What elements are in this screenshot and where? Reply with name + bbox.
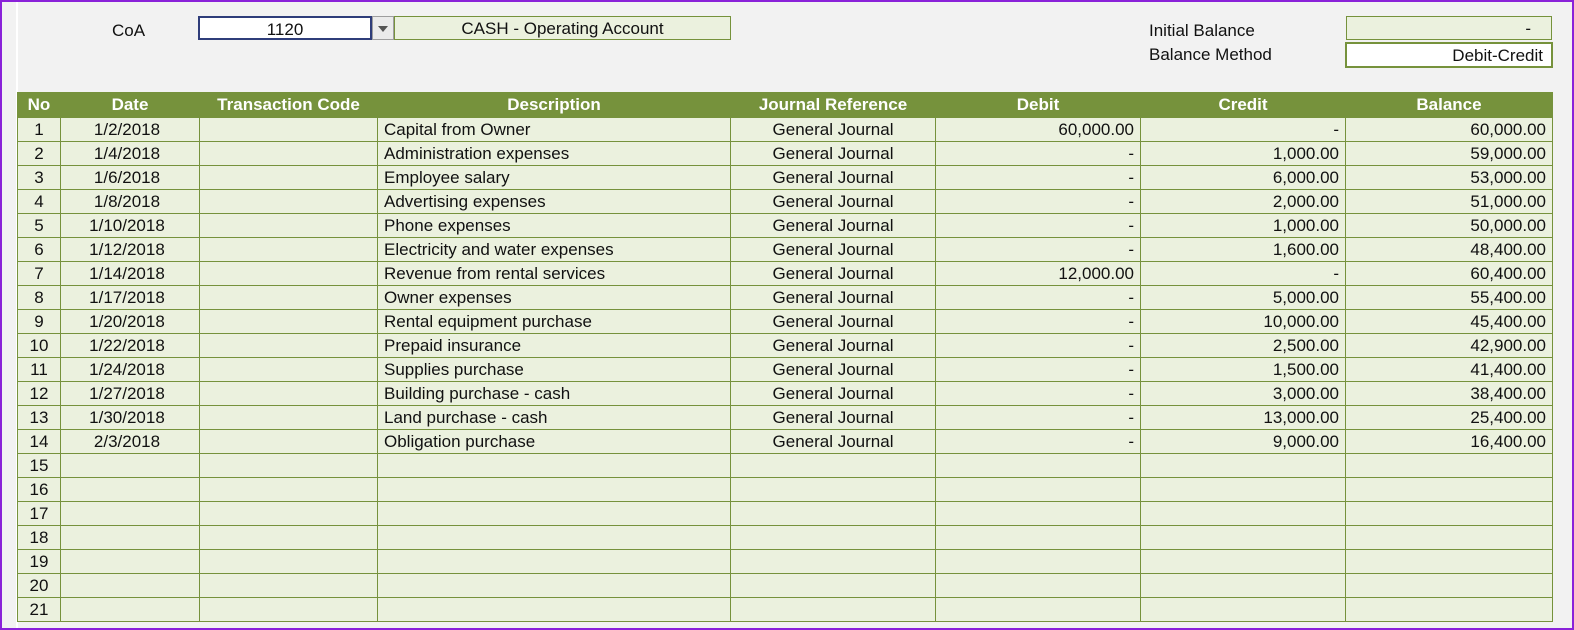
- cell-debit[interactable]: [936, 550, 1141, 574]
- table-row: [18, 118, 1553, 142]
- cell-transaction-code[interactable]: [200, 262, 378, 286]
- cell-balance[interactable]: 60,000.00: [1346, 118, 1553, 142]
- cell-credit[interactable]: [1141, 550, 1346, 574]
- cell-balance[interactable]: 55,400.00: [1346, 286, 1553, 310]
- cell-credit[interactable]: -: [1141, 118, 1346, 142]
- cell-debit[interactable]: -: [936, 286, 1141, 310]
- table-row: [18, 454, 1553, 478]
- cell-transaction-code[interactable]: [200, 214, 378, 238]
- cell-description[interactable]: [378, 598, 731, 622]
- cell-date[interactable]: 1/20/2018: [61, 310, 200, 334]
- cell-balance[interactable]: 48,400.00: [1346, 238, 1553, 262]
- cell-journal-reference[interactable]: General Journal: [731, 382, 936, 406]
- chevron-down-icon: [378, 26, 388, 32]
- cell-balance[interactable]: [1346, 598, 1553, 622]
- cell-debit[interactable]: [936, 598, 1141, 622]
- col-header-transaction-code: Transaction Code: [200, 92, 378, 118]
- cell-credit[interactable]: 9,000.00: [1141, 430, 1346, 454]
- cell-journal-reference[interactable]: [731, 526, 936, 550]
- cell-transaction-code[interactable]: [200, 190, 378, 214]
- cell-debit[interactable]: -: [936, 214, 1141, 238]
- coa-label: CoA: [112, 21, 146, 40]
- cell-balance[interactable]: 25,400.00: [1346, 406, 1553, 430]
- cell-credit[interactable]: 2,000.00: [1141, 190, 1346, 214]
- coa-dropdown-button[interactable]: [372, 16, 394, 40]
- table-row: [18, 286, 1553, 310]
- cell-transaction-code[interactable]: [200, 526, 378, 550]
- cell-journal-reference[interactable]: General Journal: [731, 118, 936, 142]
- cell-date[interactable]: [61, 526, 200, 550]
- cell-date[interactable]: [61, 598, 200, 622]
- cell-balance[interactable]: 60,400.00: [1346, 262, 1553, 286]
- cell-date[interactable]: 1/2/2018: [61, 118, 200, 142]
- table-row: [18, 142, 1553, 166]
- initial-balance-value[interactable]: -: [1346, 16, 1552, 40]
- table-row: [18, 238, 1553, 262]
- cell-journal-reference[interactable]: General Journal: [731, 406, 936, 430]
- cell-no[interactable]: 5: [18, 214, 61, 238]
- cell-transaction-code[interactable]: [200, 286, 378, 310]
- table-row: [18, 190, 1553, 214]
- cell-debit[interactable]: [936, 574, 1141, 598]
- cell-no[interactable]: 19: [18, 550, 61, 574]
- initial-balance-label: Initial Balance: [1149, 21, 1255, 40]
- cell-debit[interactable]: -: [936, 406, 1141, 430]
- cell-no[interactable]: 7: [18, 262, 61, 286]
- cell-journal-reference[interactable]: General Journal: [731, 214, 936, 238]
- cell-description[interactable]: [378, 502, 731, 526]
- table-row: [18, 262, 1553, 286]
- cell-debit[interactable]: -: [936, 190, 1141, 214]
- cell-description[interactable]: Electricity and water expenses: [378, 238, 731, 262]
- cell-date[interactable]: 1/10/2018: [61, 214, 200, 238]
- table-row: [18, 382, 1553, 406]
- cell-transaction-code[interactable]: [200, 334, 378, 358]
- cell-description[interactable]: Building purchase - cash: [378, 382, 731, 406]
- cell-no[interactable]: 21: [18, 598, 61, 622]
- cell-journal-reference[interactable]: General Journal: [731, 310, 936, 334]
- table-row: [18, 526, 1553, 550]
- cell-date[interactable]: 1/27/2018: [61, 382, 200, 406]
- cell-description[interactable]: Owner expenses: [378, 286, 731, 310]
- cell-debit[interactable]: -: [936, 238, 1141, 262]
- table-row: [18, 502, 1553, 526]
- cell-date[interactable]: [61, 550, 200, 574]
- table-header-row: [18, 92, 1553, 118]
- cell-credit[interactable]: 1,500.00: [1141, 358, 1346, 382]
- cell-credit[interactable]: 2,500.00: [1141, 334, 1346, 358]
- cell-journal-reference[interactable]: General Journal: [731, 286, 936, 310]
- cell-journal-reference[interactable]: General Journal: [731, 430, 936, 454]
- cell-no[interactable]: 15: [18, 454, 61, 478]
- cell-balance[interactable]: 51,000.00: [1346, 190, 1553, 214]
- cell-balance[interactable]: [1346, 550, 1553, 574]
- cell-description[interactable]: Phone expenses: [378, 214, 731, 238]
- cell-no[interactable]: 2: [18, 142, 61, 166]
- cell-date[interactable]: 1/24/2018: [61, 358, 200, 382]
- cell-balance[interactable]: 45,400.00: [1346, 310, 1553, 334]
- cell-journal-reference[interactable]: General Journal: [731, 238, 936, 262]
- cell-description[interactable]: [378, 526, 731, 550]
- cell-no[interactable]: 20: [18, 574, 61, 598]
- cell-no[interactable]: 17: [18, 502, 61, 526]
- cell-date[interactable]: 1/22/2018: [61, 334, 200, 358]
- cell-description[interactable]: Land purchase - cash: [378, 406, 731, 430]
- cell-date[interactable]: 1/17/2018: [61, 286, 200, 310]
- cell-balance[interactable]: [1346, 502, 1553, 526]
- cell-debit[interactable]: -: [936, 142, 1141, 166]
- cell-no[interactable]: 4: [18, 190, 61, 214]
- table-row: [18, 574, 1553, 598]
- col-header-journal-reference: Journal Reference: [731, 92, 936, 118]
- cell-transaction-code[interactable]: [200, 142, 378, 166]
- table-row: [18, 166, 1553, 190]
- cell-transaction-code[interactable]: [200, 382, 378, 406]
- cell-debit[interactable]: -: [936, 382, 1141, 406]
- cell-date[interactable]: [61, 502, 200, 526]
- cell-debit[interactable]: [936, 478, 1141, 502]
- cell-journal-reference[interactable]: [731, 574, 936, 598]
- cell-transaction-code[interactable]: [200, 310, 378, 334]
- cell-balance[interactable]: 38,400.00: [1346, 382, 1553, 406]
- cell-description[interactable]: Capital from Owner: [378, 118, 731, 142]
- cell-no[interactable]: 9: [18, 310, 61, 334]
- cell-balance[interactable]: [1346, 526, 1553, 550]
- cell-no[interactable]: 18: [18, 526, 61, 550]
- cell-journal-reference[interactable]: [731, 478, 936, 502]
- cell-description[interactable]: Employee salary: [378, 166, 731, 190]
- cell-credit[interactable]: 5,000.00: [1141, 286, 1346, 310]
- col-header-credit: Credit: [1141, 92, 1346, 118]
- cell-credit[interactable]: [1141, 526, 1346, 550]
- cell-credit[interactable]: 1,000.00: [1141, 214, 1346, 238]
- cell-transaction-code[interactable]: [200, 454, 378, 478]
- cell-balance[interactable]: [1346, 454, 1553, 478]
- cell-description[interactable]: [378, 478, 731, 502]
- cell-credit[interactable]: 13,000.00: [1141, 406, 1346, 430]
- cell-description[interactable]: Advertising expenses: [378, 190, 731, 214]
- cell-journal-reference[interactable]: General Journal: [731, 262, 936, 286]
- cell-date[interactable]: [61, 574, 200, 598]
- cell-transaction-code[interactable]: [200, 598, 378, 622]
- cell-balance[interactable]: 42,900.00: [1346, 334, 1553, 358]
- cell-debit[interactable]: 60,000.00: [936, 118, 1141, 142]
- cell-date[interactable]: 1/8/2018: [61, 190, 200, 214]
- cell-credit[interactable]: -: [1141, 262, 1346, 286]
- col-header-debit: Debit: [936, 92, 1141, 118]
- cell-transaction-code[interactable]: [200, 502, 378, 526]
- cell-debit[interactable]: [936, 526, 1141, 550]
- ledger-table: [17, 92, 1553, 622]
- cell-date[interactable]: 1/6/2018: [61, 166, 200, 190]
- cell-journal-reference[interactable]: General Journal: [731, 190, 936, 214]
- cell-credit[interactable]: [1141, 454, 1346, 478]
- cell-date[interactable]: 1/30/2018: [61, 406, 200, 430]
- cell-journal-reference[interactable]: General Journal: [731, 334, 936, 358]
- cell-credit[interactable]: 1,000.00: [1141, 142, 1346, 166]
- cell-transaction-code[interactable]: [200, 478, 378, 502]
- col-header-description: Description: [378, 92, 731, 118]
- table-row: [18, 310, 1553, 334]
- cell-no[interactable]: 3: [18, 166, 61, 190]
- cell-date[interactable]: [61, 454, 200, 478]
- col-header-date: Date: [61, 92, 200, 118]
- cell-transaction-code[interactable]: [200, 238, 378, 262]
- cell-credit[interactable]: 10,000.00: [1141, 310, 1346, 334]
- coa-input[interactable]: 1120: [198, 16, 372, 40]
- cell-date[interactable]: 1/14/2018: [61, 262, 200, 286]
- coa-account-name: CASH - Operating Account: [394, 16, 731, 40]
- table-row: [18, 478, 1553, 502]
- cell-credit[interactable]: 3,000.00: [1141, 382, 1346, 406]
- cell-description[interactable]: Administration expenses: [378, 142, 731, 166]
- cell-no[interactable]: 8: [18, 286, 61, 310]
- table-row: [18, 334, 1553, 358]
- cell-date[interactable]: 2/3/2018: [61, 430, 200, 454]
- cell-no[interactable]: 13: [18, 406, 61, 430]
- cell-credit[interactable]: [1141, 574, 1346, 598]
- cell-balance[interactable]: 41,400.00: [1346, 358, 1553, 382]
- table-row: [18, 550, 1553, 574]
- cell-credit[interactable]: [1141, 598, 1346, 622]
- cell-credit[interactable]: 1,600.00: [1141, 238, 1346, 262]
- cell-balance[interactable]: 50,000.00: [1346, 214, 1553, 238]
- balance-method-value[interactable]: Debit-Credit: [1345, 42, 1553, 68]
- cell-transaction-code[interactable]: [200, 166, 378, 190]
- cell-no[interactable]: 6: [18, 238, 61, 262]
- cell-debit[interactable]: [936, 454, 1141, 478]
- cell-balance[interactable]: 53,000.00: [1346, 166, 1553, 190]
- cell-date[interactable]: 1/4/2018: [61, 142, 200, 166]
- table-row: [18, 358, 1553, 382]
- cell-journal-reference[interactable]: General Journal: [731, 166, 936, 190]
- cell-debit[interactable]: -: [936, 166, 1141, 190]
- cell-transaction-code[interactable]: [200, 118, 378, 142]
- cell-debit[interactable]: 12,000.00: [936, 262, 1141, 286]
- cell-description[interactable]: [378, 550, 731, 574]
- table-row: [18, 598, 1553, 622]
- col-header-no: No: [18, 92, 61, 118]
- cell-credit[interactable]: 6,000.00: [1141, 166, 1346, 190]
- cell-date[interactable]: [61, 478, 200, 502]
- cell-transaction-code[interactable]: [200, 574, 378, 598]
- cell-description[interactable]: Supplies purchase: [378, 358, 731, 382]
- cell-journal-reference[interactable]: [731, 454, 936, 478]
- cell-transaction-code[interactable]: [200, 430, 378, 454]
- cell-no[interactable]: 16: [18, 478, 61, 502]
- cell-credit[interactable]: [1141, 478, 1346, 502]
- cell-description[interactable]: Obligation purchase: [378, 430, 731, 454]
- cell-description[interactable]: [378, 454, 731, 478]
- cell-debit[interactable]: -: [936, 310, 1141, 334]
- cell-no[interactable]: 14: [18, 430, 61, 454]
- cell-transaction-code[interactable]: [200, 550, 378, 574]
- cell-balance[interactable]: 59,000.00: [1346, 142, 1553, 166]
- cell-journal-reference[interactable]: [731, 502, 936, 526]
- cell-debit[interactable]: -: [936, 358, 1141, 382]
- cell-date[interactable]: 1/12/2018: [61, 238, 200, 262]
- cell-debit[interactable]: -: [936, 334, 1141, 358]
- cell-balance[interactable]: [1346, 478, 1553, 502]
- cell-description[interactable]: Rental equipment purchase: [378, 310, 731, 334]
- cell-transaction-code[interactable]: [200, 406, 378, 430]
- cell-journal-reference[interactable]: General Journal: [731, 358, 936, 382]
- cell-description[interactable]: Prepaid insurance: [378, 334, 731, 358]
- col-header-balance: Balance: [1346, 92, 1553, 118]
- cell-no[interactable]: 12: [18, 382, 61, 406]
- cell-transaction-code[interactable]: [200, 358, 378, 382]
- cell-balance[interactable]: [1346, 574, 1553, 598]
- cell-no[interactable]: 11: [18, 358, 61, 382]
- cell-journal-reference[interactable]: [731, 598, 936, 622]
- balance-method-label: Balance Method: [1149, 45, 1272, 64]
- cell-journal-reference[interactable]: General Journal: [731, 142, 936, 166]
- cell-no[interactable]: 10: [18, 334, 61, 358]
- cell-debit[interactable]: -: [936, 430, 1141, 454]
- cell-journal-reference[interactable]: [731, 550, 936, 574]
- table-row: [18, 430, 1553, 454]
- table-row: [18, 214, 1553, 238]
- cell-no[interactable]: 1: [18, 118, 61, 142]
- cell-debit[interactable]: [936, 502, 1141, 526]
- cell-credit[interactable]: [1141, 502, 1346, 526]
- table-row: [18, 406, 1553, 430]
- cell-description[interactable]: [378, 574, 731, 598]
- cell-description[interactable]: Revenue from rental services: [378, 262, 731, 286]
- cell-balance[interactable]: 16,400.00: [1346, 430, 1553, 454]
